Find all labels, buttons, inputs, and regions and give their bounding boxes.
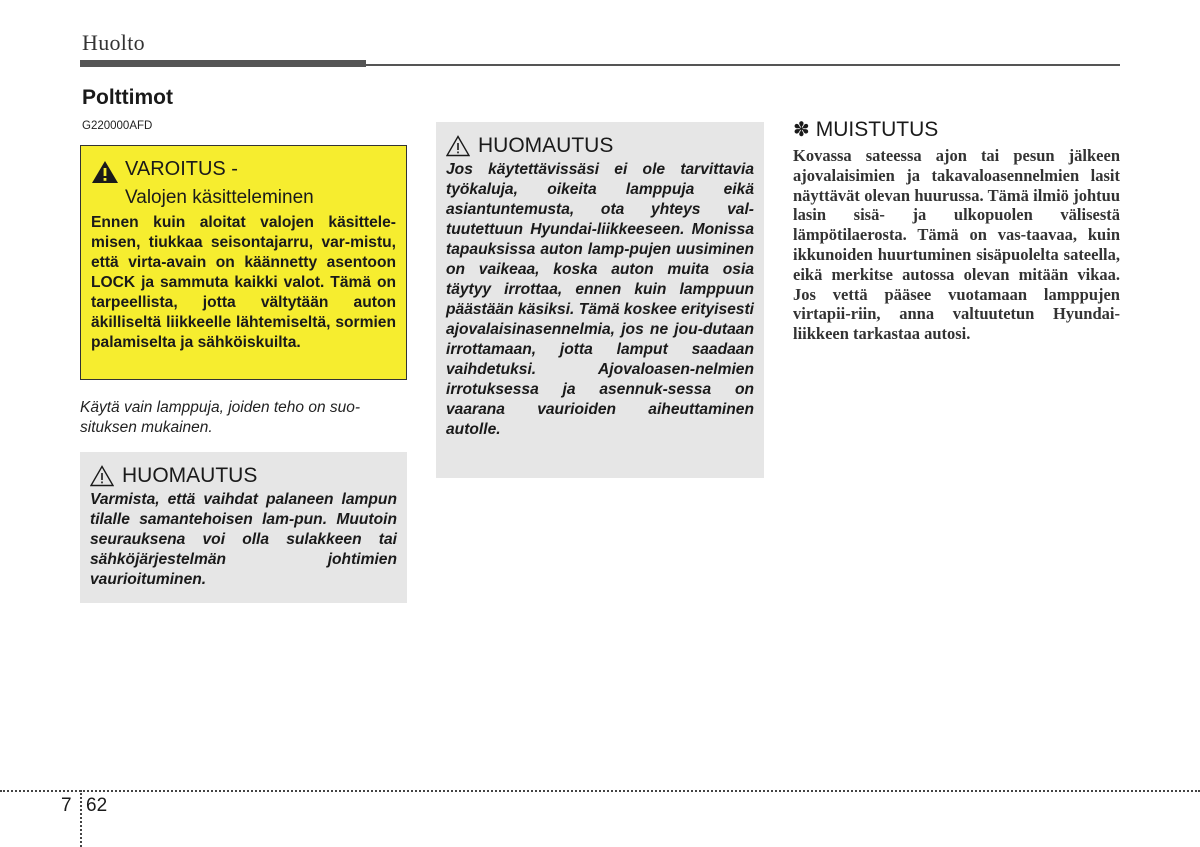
asterisk-icon: ✽ <box>793 119 810 141</box>
warning-triangle-icon <box>91 160 119 184</box>
caution-header <box>446 134 754 158</box>
caution-title: HUOMAUTUS <box>122 464 258 487</box>
header-rule-thick <box>80 60 366 67</box>
caution-box-left <box>80 452 407 603</box>
warning-title: VAROITUS - <box>125 158 238 180</box>
caution-title: HUOMAUTUS <box>478 134 614 157</box>
memo-title: MUISTUTUS <box>815 117 939 141</box>
caution-body: Varmista, että vaihdat palaneen lampun tilalle samantehoisen lam-pun. Muutoin seurauksena voi olla sulakkeen tai sähköjärjestelmän johtimien vaurioituminen. <box>90 491 397 588</box>
section-title: Polttimot <box>82 86 173 109</box>
warning-body: Ennen kuin aloitat valojen käsittele-misen, tiukkaa seisontajarru, var-mistu, että virta-avain on käännetty asentoon LOCK ja sammuta kaikki valot. Tämä on tarpeellista, jotta vältytään auton äkilliseltä liikkeelle lähtemiseltä, sormien palamiselta ja sähköiskuilta. <box>91 214 396 351</box>
caution-box-middle <box>436 122 764 478</box>
header-rule-thin <box>366 64 1120 66</box>
footer-rule <box>0 790 1200 792</box>
warning-box <box>80 145 407 380</box>
warning-header <box>91 158 396 184</box>
lamp-note: Käytä vain lamppuja, joiden teho on suo-situksen mukainen. <box>80 399 361 436</box>
caution-triangle-icon <box>446 135 470 157</box>
caution-triangle-icon <box>90 465 114 487</box>
chapter-number: 7 <box>61 795 72 816</box>
page-number: 62 <box>86 795 108 816</box>
caution-header <box>90 464 397 488</box>
memo-body: Kovassa sateessa ajon tai pesun jälkeen ajovalaisimien ja takavaloasennelmien lasit näyttävät olevan huurussa. Tämä ilmiö johtuu lasin sisä- ja ulkopuolen välisestä lämpötilaerosta. Tämä on vas-taavaa, kuin ikkunoiden huurtuminen sisäpuolelta sateella, eikä merkitse autossa olevan mitään vikaa. Jos vettä pääsee vuotamaan lamppujen virtapii-riin, anna valtuutetun Hyundai-liikkeen tarkastaa autosi. <box>793 146 1120 344</box>
running-header: Huolto <box>82 30 145 55</box>
footer-divider <box>80 790 82 847</box>
section-code: G220000AFD <box>82 120 153 132</box>
caution-body: Jos käytettävissäsi ei ole tarvittavia työkaluja, oikeita lamppuja eikä asiantuntemusta, ota yhteys val-tuutettuun Hyundai-liikkeeseen. Monissa tapauksissa auton lamp-pujen uusiminen on vaikeaa, koska auton muita osia täytyy irrottaa, ennen kuin lamppuun päästään käsiksi. Tämä koskee erityisesti ajovalaisinasennelmia, jos ne jou-dutaan irrottamaan, jotta lamput saadaan vaihdetuksi. Ajovaloasen-nelmien irrotuksessa ja asennuk-sessa on vaarana vaurioiden aiheuttaminen autolle. <box>446 161 754 438</box>
warning-subtitle: Valojen käsitteleminen <box>125 187 314 208</box>
memo-header <box>793 117 938 142</box>
